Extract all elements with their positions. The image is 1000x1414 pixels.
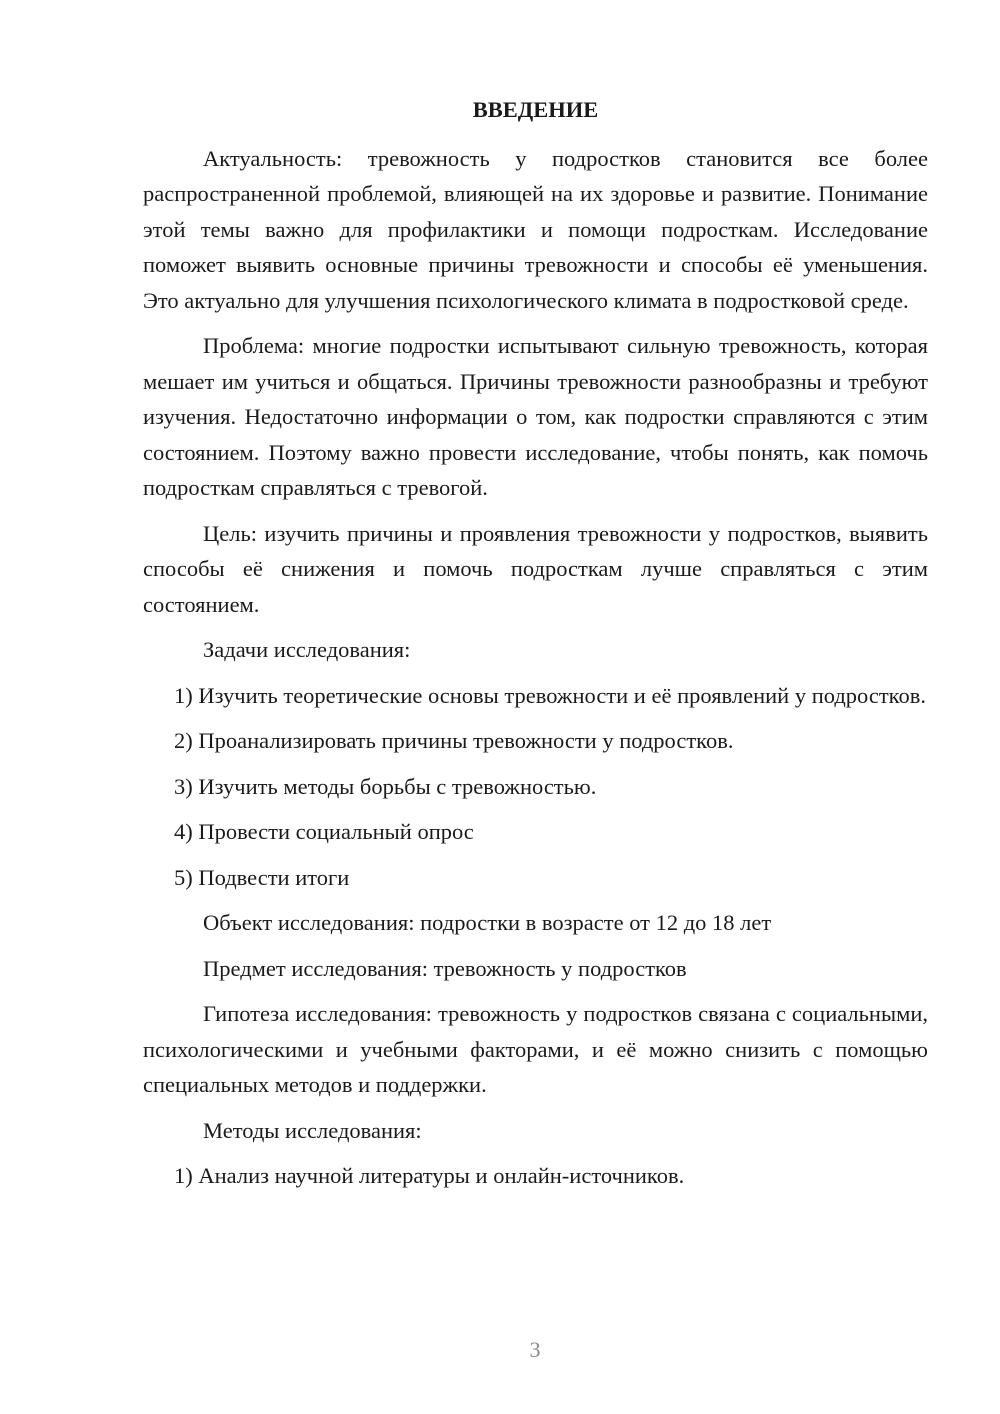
task-item-2: 2) Проанализировать причины тревожности у подростков. [174,728,734,753]
page-title: ВВЕДЕНИЕ [472,97,599,122]
methods-heading: Методы исследования: [203,1117,422,1143]
tasks-heading: Задачи исследования: [203,637,411,662]
task-item-4: 4) Провести социальный опрос [174,819,474,844]
task-item-5: 5) Подвести итоги [174,864,350,890]
method-item-1: 1) Анализ научной литературы и онлайн-источников. [174,1163,685,1188]
hypothesis-paragraph: Гипотеза исследования: тревожность у подростков связана с социальными, психологическими и учебными факторами, и её можно снизить с помощью специальных методов и поддержки. [143,1001,928,1097]
relevance-paragraph: Актуальность: тревожность у подростков становится все более распространенной проблемой, влияющей на их здоровье и развитие. Понимание этой темы важно для профилактики и помощи подросткам. Исследование поможет выявить основные причины тревожности и способы её уменьшения. Это актуально для улучшения психологического климата в подростковой среде. [143,145,928,313]
page-content [143,92,928,1204]
object-line: Объект исследования: подростки в возрасте от 12 до 18 лет [203,910,772,935]
problem-paragraph: Проблема: многие подростки испытывают сильную тревожность, которая мешает им учиться и общаться. Причины тревожности разнообразны и требуют изучения. Недостаточно информации о том, как подростки справляются с этим состоянием. Поэтому важно провести исследование, чтобы понять, как помочь подросткам справляться с тревогой. [143,333,928,500]
subject-line: Предмет исследования: тревожность у подростков [203,955,687,981]
task-item-1: 1) Изучить теоретические основы тревожности и её проявлений у подростков. [174,682,926,708]
task-item-3: 3) Изучить методы борьбы с тревожностью. [174,773,597,799]
goal-paragraph: Цель: изучить причины и проявления тревожности у подростков, выявить способы её снижения и помочь подросткам лучше справляться с этим состоянием. [143,520,928,617]
page-number: 3 [529,1337,541,1362]
